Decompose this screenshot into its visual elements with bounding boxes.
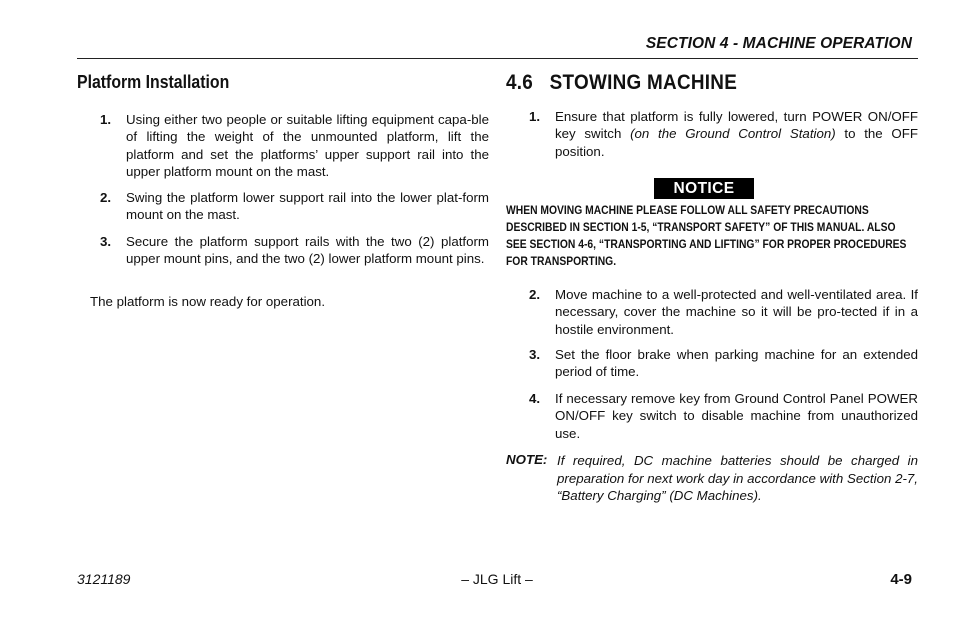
- notice-text: WHEN MOVING MACHINE PLEASE FOLLOW ALL SAFETY PRECAUTIONS DESCRIBED IN SECTION 1-5, “TRANSPORT SAFETY” OF THIS MANUAL. ALSO SEE SECTION 4-6, “TRANSPORTING AND LIFTING” FOR PROPER PROCEDURES FOR TRANSPORTING.: [506, 203, 907, 268]
- item-number: 2.: [100, 190, 112, 205]
- closing-text: The platform is now ready for operation.: [90, 294, 326, 309]
- item-text-part: to the OFF position.: [555, 126, 918, 159]
- notice-badge: NOTICE: [654, 178, 754, 199]
- item-number: 3.: [100, 234, 112, 249]
- platform-installation-heading: Platform Installation: [77, 72, 230, 92]
- header-rule: [77, 58, 918, 59]
- list-item: [529, 286, 918, 340]
- list-item: [100, 189, 489, 225]
- list-item: [529, 390, 918, 444]
- doc-number: 3121189: [77, 571, 131, 587]
- section-header: SECTION 4 - MACHINE OPERATION: [645, 35, 912, 52]
- item-number: 1.: [529, 109, 541, 124]
- item-number: 4.: [529, 391, 541, 406]
- list-item: [529, 108, 918, 162]
- list-item: [100, 233, 489, 287]
- item-number: 3.: [529, 347, 541, 362]
- list-item: [100, 111, 489, 181]
- item-number: 1.: [100, 112, 112, 127]
- item-text: Move machine to a well-protected and well-ventilated area. If necessary, cover the machine so it will be pro-tected if in a hostile environment.: [555, 287, 918, 337]
- item-text: [555, 108, 918, 160]
- item-text: If necessary remove key from Ground Control Panel POWER ON/OFF key switch to disable machine from unauthorized use.: [555, 391, 918, 441]
- note-text: If required, DC machine batteries should be charged in preparation for next work day in accordance with Section 2-7, “Battery Charging” (DC Machines).: [557, 453, 918, 503]
- item-text: Set the floor brake when parking machine for an extended period of time.: [555, 347, 918, 380]
- page-number: 4-9: [890, 571, 912, 588]
- list-item: [529, 346, 918, 382]
- item-text-part: Ensure that platform is fully lowered, turn POWER ON/OFF key switch: [555, 109, 918, 142]
- footer-center: – JLG Lift –: [461, 571, 533, 587]
- item-text: Using either two people or suitable lifting equipment capa-ble of lifting the weight of the unmounted platform, lift the platform and set the platforms’ upper support rail into the upper platform mount on the mast.: [126, 112, 489, 179]
- item-number: 2.: [529, 287, 541, 302]
- item-text: Swing the platform lower support rail into the lower plat-form mount on the mast.: [126, 190, 489, 223]
- note-label: NOTE:: [506, 452, 548, 467]
- stowing-machine-heading: 4.6 STOWING MACHINE: [506, 71, 738, 94]
- item-text-emphasis: (on the Ground Control Station): [630, 126, 836, 142]
- item-text: Secure the platform support rails with the two (2) platform upper mount pins, and the two (2) lower platform mount pins.: [126, 234, 489, 267]
